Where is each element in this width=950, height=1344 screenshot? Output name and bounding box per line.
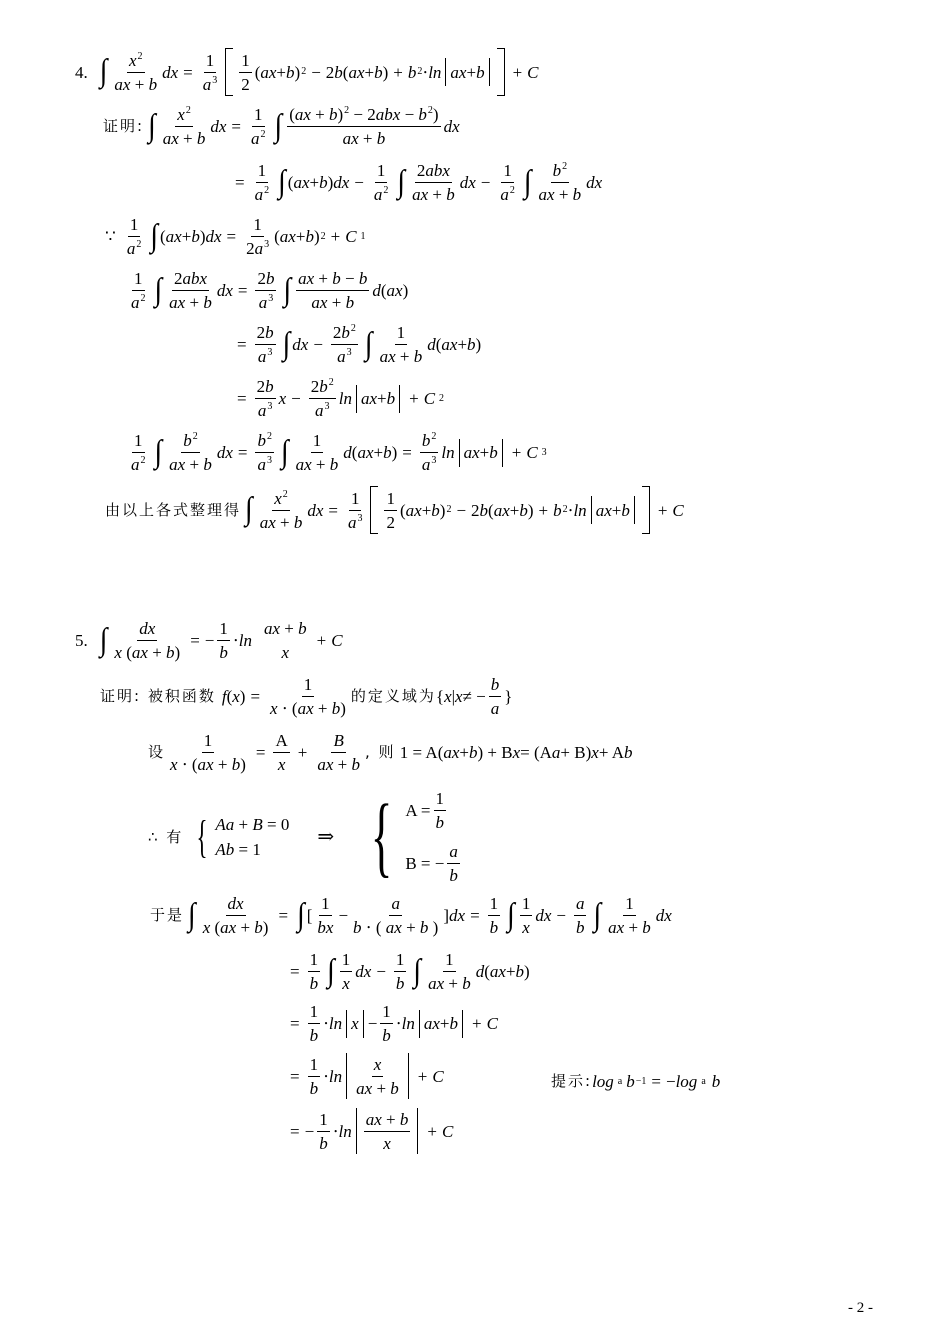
problem-5-partial-fractions: 设 $\frac{1}{x \cdot (ax + b)}$ = $\frac{A}{x}$ + $\frac{B}{ax + b}$ , 则 1 = A( ax + b ) + B x = (A a + B) x + A b (148, 731, 633, 774)
proof-label: 证明: (103, 117, 145, 135)
problem-4-step-1: ∵ $\frac{1}{a^2}$ ∫ ( ax + b ) dx = $\frac{1}{2a^3}$ ( ax + b ) 2 + C 1 (105, 215, 366, 258)
hint-label: 提示: (551, 1072, 593, 1090)
let-label: 设 (148, 743, 166, 761)
problem-5-integration-line-4: = $\frac{1}{b}$ ⋅ ln $\frac{x}{ax + b}$ + C (290, 1054, 444, 1098)
problem-5-hint: 提示: log a b −1 = − log a b (551, 1072, 721, 1091)
therefore-label: ∴ 有 (148, 827, 184, 846)
problem-5-statement: 5. ∫ $\frac{dx}{x (ax + b)}$ = − $\frac{1}{b}$ ⋅ ln ax + b x + C (75, 619, 343, 662)
problem-4-statement: 4. ∫ $\frac{x^2}{ax + b}$ dx = $\frac{1}{a^3}$ $\frac{1}{2}$ ( ax + b ) 2 − 2 b ( ax + b ) + b 2 ⋅ ln ax + b + C (75, 48, 539, 96)
page-number: - 2 - (848, 1300, 873, 1316)
problem-4-step-2a: $\frac{1}{a^2}$ ∫ $\frac{\text{2abx}}{ax + b}$ dx = $\frac{2b}{a^3}$ ∫ $\frac{ax + b - b}{ax + b}$ d ( ax ) (131, 269, 409, 312)
problem-4-step-2b: = $\frac{2b}{a^3}$ ∫ dx − $\frac{2b^2}{a^3}$ ∫ $\frac{1}{ax + b}$ d ( ax + b ) (237, 323, 482, 366)
thus-label: 于是 (150, 906, 185, 924)
problem-5-result: = − $\frac{1}{b}$ ⋅ ln $\frac{ax + b}{x}$ + C (290, 1109, 454, 1153)
conclusion-label: 由以上各式整理得 (105, 500, 242, 519)
then-label: , 则 (364, 743, 396, 761)
problem-5-integration-line-2: = $\frac{1}{b}$ ∫ $\frac{1}{x}$ dx − $\frac{1}{b}$ ∫ $\frac{1}{ax + b}$ d ( ax + b ) (290, 950, 530, 993)
problem-5-integration-line-1: 于是 ∫ $\frac{dx}{x (ax + b)}$ = ∫ [ $\frac{1}{bx}$ − $\frac{a}{b \cdot ( ax + b )}$ ] dx = $\frac{1}{b}$ ∫ $\frac{1}{x}$ dx − $\frac{a}{b}$ ∫ $\frac{1}{ax + b}$ dx (150, 894, 672, 937)
problem-4-proof-line-2: = $\frac{1}{a^2}$ ∫ ( ax + b ) dx − $\frac{1}{a^2}$ ∫ $\frac{\text{2abx}}{ax + b}$ dx − $\frac{1}{a^2}$ ∫ $\frac{b^2}{ax + b}$ dx (235, 161, 603, 204)
problem-4-number: 4. (75, 62, 88, 82)
proof-intro: 证明: 被积函数 (100, 687, 216, 705)
problem-4-step-2c: = $\frac{2b}{a^3}$ x − $\frac{2b^2}{a^3}$ ln ax + b + C 2 (237, 377, 445, 420)
because-symbol: ∵ (105, 227, 116, 246)
problem-5-number: 5. (75, 631, 88, 650)
problem-4-conclusion: 由以上各式整理得 ∫ $\frac{x^2}{ax + b}$ dx = $\frac{1}{a^3}$ $\frac{1}{2}$ ( ax + b ) 2 − 2 b ( ax + b ) + b 2 ⋅ ln ax + b + C (105, 486, 684, 534)
domain-text: 的定义域为 (350, 687, 436, 705)
problem-4-proof-line-1: 证明: ∫ $\frac{x^2}{ax + b}$ dx = $\frac{1}{a^2}$ ∫ $\frac{(ax + b)^2 - 2abx - b^2)}{ax + b}$ dx (103, 105, 460, 148)
problem-5-domain: 证明: 被积函数 f ( x ) = $\frac{1}{x \cdot (ax + b)}$ 的定义域为 { x | x ≠ − $\frac{b}{a}$ } (100, 675, 513, 718)
problem-5-system: ∴ 有 { Aa + B = 0 Ab = 1 ⇒ { A = $\frac{1}{b}$ B = − $\frac{a}{b}$ (148, 787, 458, 886)
problem-4-step-3: $\frac{1}{a^2}$ ∫ $\frac{b^2}{ax + b}$ dx = $\frac{b^2}{a^3}$ ∫ $\frac{1}{ax + b}$ d ( ax + b ) = $\frac{b^2}{a^3}$ ln ax + b + C 3 (131, 431, 547, 474)
problem-5-integration-line-3: = $\frac{1}{b}$ ⋅ ln x − $\frac{1}{b}$ ⋅ ln ax + b + C (290, 1002, 498, 1045)
